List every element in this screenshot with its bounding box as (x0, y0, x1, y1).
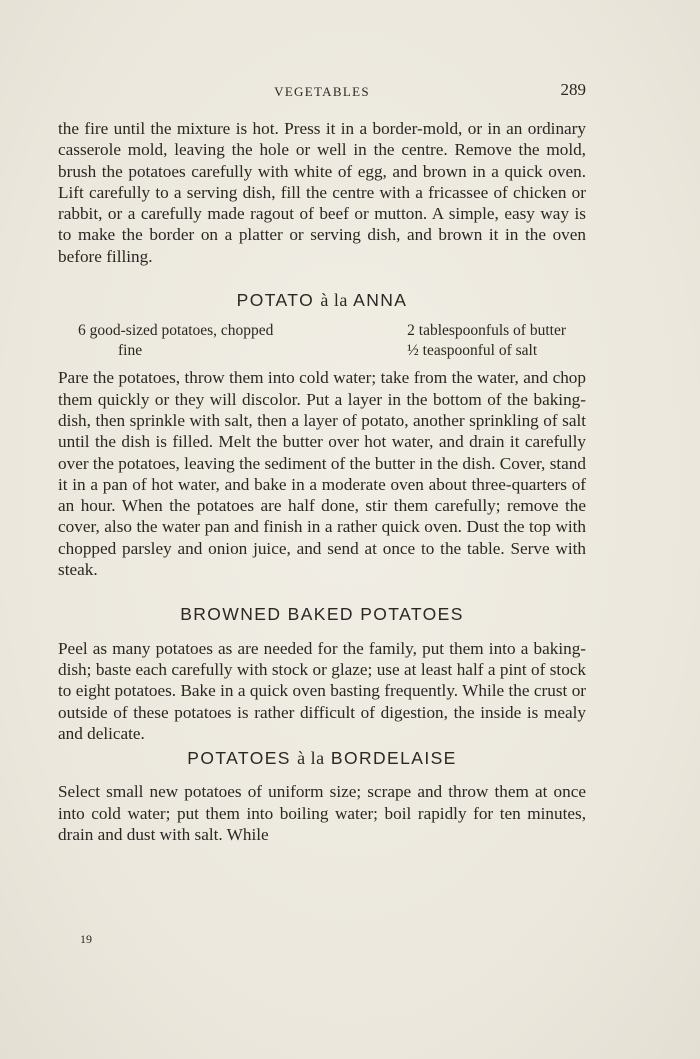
ingredient-salt: ½ teaspoonful of salt (407, 342, 538, 360)
recipe-title-bordelaise: POTATOES à la BORDELAISE (187, 748, 457, 769)
signature-mark: 19 (80, 932, 92, 946)
recipe-body-browned: Peel as many potatoes as are needed for the family, put them into a baking-dish; baste each carefully with stock or glaze; use at least half a pint of stock to eight potatoes. Bake in a quick oven basting frequently. While the crust or outside of these potatoes is rather difficult of digestion, the inside is mealy and delicate. (58, 638, 587, 743)
intro-paragraph: the fire until the mixture is hot. Press it in a border-mold, or in an ordinary casserole mold, leaving the hole or well in the centre. Remove the mold, brush the potatoes carefully with white of egg, and brown in a quick oven. Lift carefully to a serving dish, fill the centre with a fricassee of chicken or rabbit, or a carefully made ragout of beef or mutton. A simple, easy way is to make the border on a platter or serving dish, and brown it in the oven before filling. (58, 119, 587, 266)
page-number: 289 (560, 80, 586, 99)
recipe-title-browned: BROWNED BAKED POTATOES (180, 604, 464, 625)
ingredients-left (58, 321, 273, 361)
recipe-title-anna: POTATO à la ANNA (236, 290, 408, 311)
running-head: VEGETABLES (274, 84, 370, 99)
recipe-body-anna: Pare the potatoes, throw them into cold water; take from the water, and chop them quickly or they will discolor. Put a layer in the bottom of the baking-dish, then sprinkle with salt, then a layer of potato, another sprinkling of salt until the dish is filled. Melt the butter over hot water, and drain it carefully over the potatoes, leaving the sediment of the butter in the dish. Cover, stand it in a pan of hot water, and bake in a moderate oven about three-quarters of an hour. When the potatoes are half done, stir them carefully; remove the cover, also the water pan and finish in a rather quick oven. Dust the top with chopped parsley and onion juice, and send at once to the table. Serve with steak. (58, 368, 587, 580)
recipe-body-bordelaise: Select small new potatoes of uniform size; scrape and throw them at once into cold water; put them into boiling water; boil rapidly for ten minutes, drain and dust with salt. While (58, 782, 587, 845)
ingredients-anna (58, 321, 586, 361)
ingredient-potatoes: 6 good-sized potatoes, chopped (78, 322, 274, 340)
page-body (58, 118, 586, 845)
page-header (58, 80, 586, 104)
ingredient-butter: 2 tablespoonfuls of butter (407, 322, 566, 340)
ingredients-right (407, 321, 586, 361)
ingredient-potatoes-cont: fine (118, 342, 143, 360)
